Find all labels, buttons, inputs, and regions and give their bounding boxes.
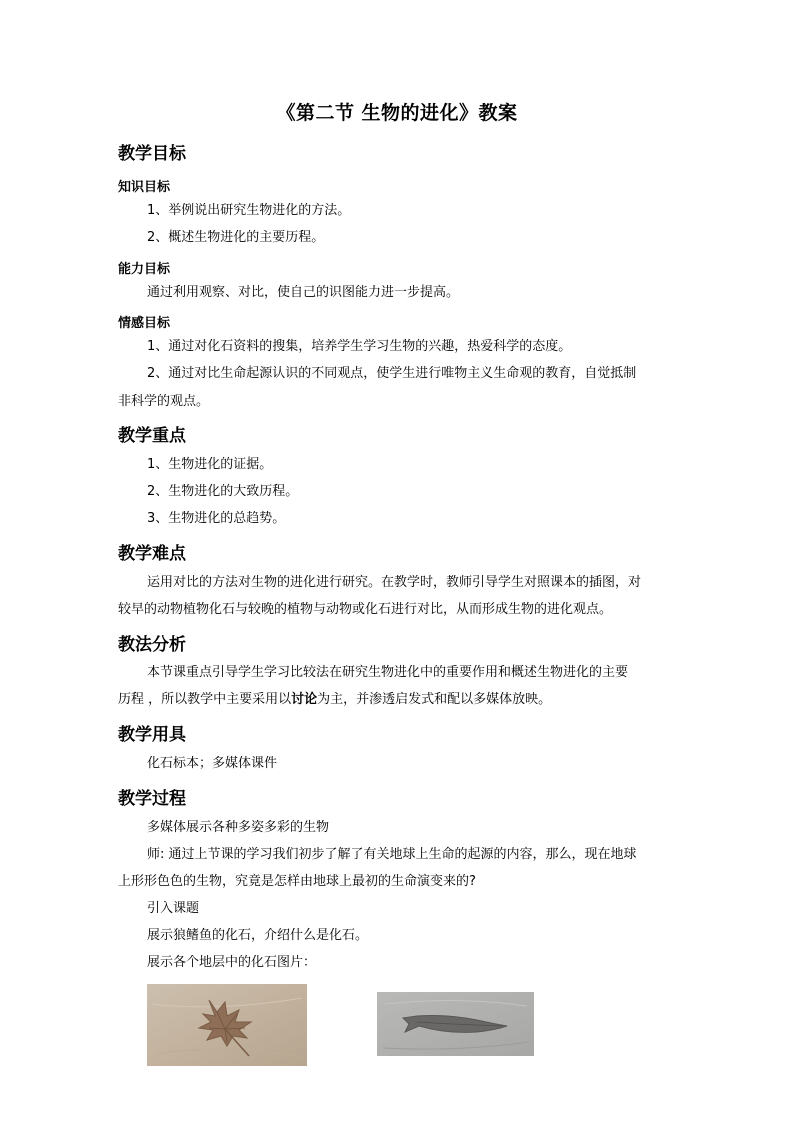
section-heading-goals: 教学目标	[118, 144, 186, 164]
fish-fossil-image	[377, 992, 534, 1056]
section-heading-process: 教学过程	[118, 789, 186, 809]
method-line-2	[118, 693, 551, 707]
key-point-2: 2、生物进化的大致历程。	[147, 484, 299, 499]
process-line-6: 展示各个地层中的化石图片：	[147, 955, 317, 970]
ability-text: 通过利用观察、对比，使自己的识图能力进一步提高。	[147, 285, 460, 300]
method-line-2-part-b: 为主，并渗透启发式和配以多媒体放映。	[317, 692, 552, 707]
emotion-item-1: 1、通过对化石资料的搜集，培养学生学习生物的兴趣，热爱科学的态度。	[147, 339, 572, 354]
difficulties-line-1: 运用对比的方法对生物的进化进行研究。在教学时，教师引导学生对照课本的插图，对	[147, 575, 642, 590]
process-line-1: 多媒体展示各种多姿多彩的生物	[147, 820, 330, 835]
leaf-fossil-image	[147, 984, 307, 1066]
section-heading-key-points: 教学重点	[118, 426, 186, 446]
key-point-1: 1、生物进化的证据。	[147, 457, 273, 472]
process-line-5: 展示狼鳍鱼的化石，介绍什么是化石。	[147, 928, 369, 943]
subheading-emotion: 情感目标	[118, 316, 171, 331]
difficulties-line-2: 较早的动物植物化石与较晚的植物与动物或化石进行对比，从而形成生物的进化观点。	[118, 602, 613, 617]
emotion-item-2-line-1: 2、通过对比生命起源认识的不同观点，使学生进行唯物主义生命观的教育，自觉抵制	[147, 366, 637, 381]
section-heading-method: 教法分析	[118, 635, 186, 655]
subheading-ability: 能力目标	[118, 262, 171, 277]
section-heading-tools: 教学用具	[118, 725, 186, 745]
knowledge-item-1: 1、举例说出研究生物进化的方法。	[147, 203, 351, 218]
subheading-knowledge: 知识目标	[118, 180, 171, 195]
process-line-2: 师: 通过上节课的学习我们初步了解了有关地球上生命的起源的内容，那么，现在地球	[147, 847, 637, 862]
section-heading-difficulties: 教学难点	[118, 544, 186, 564]
key-point-3: 3、生物进化的总趋势。	[147, 511, 286, 526]
page-title: 《第二节 生物的进化》教案	[276, 102, 518, 124]
process-line-3: 上形形色色的生物，究竟是怎样由地球上最初的生命演变来的?	[118, 874, 476, 889]
emotion-item-2-line-2: 非科学的观点。	[118, 394, 210, 409]
method-line-2-bold: 讨论	[291, 692, 318, 707]
method-line-1: 本节课重点引导学生学习比较法在研究生物进化中的重要作用和概述生物进化的主要	[147, 665, 629, 680]
process-line-4: 引入课题	[147, 901, 200, 916]
method-line-2-part-a: 历程 ，所以教学中主要采用以	[118, 692, 292, 707]
tools-text: 化石标本；多媒体课件	[147, 756, 278, 771]
knowledge-item-2: 2、概述生物进化的主要历程。	[147, 230, 325, 245]
